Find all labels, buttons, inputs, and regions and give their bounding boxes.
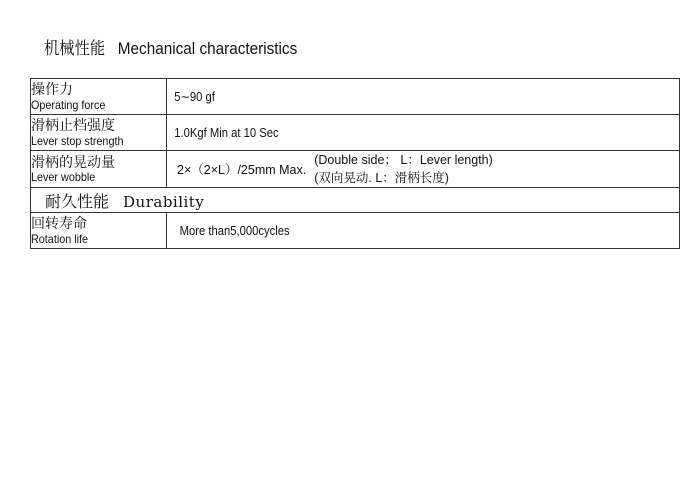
table-row [31,79,680,115]
row-value: 1.0Kgf Min at 10 Sec [174,125,279,140]
section-row [31,188,680,213]
label-english: Rotation life [31,231,89,246]
page-title [44,34,297,59]
row-value: More than5,000cycles [179,223,290,238]
row-value: 5∼90 gf [174,90,215,104]
label-chinese: 操作力 [31,80,73,97]
table-row [31,213,680,249]
label-english: Lever wobble [31,170,96,185]
row-value-cell [167,115,680,151]
row-value-cell [167,151,680,188]
row-value-cell [167,213,680,249]
title-english: Mechanical characteristics [117,39,298,58]
label-english: Operating force [31,97,106,112]
row-label [31,115,167,151]
value-note [314,151,493,187]
row-label [31,213,167,249]
title-chinese: 机械性能 [44,39,106,58]
row-value-cell [167,79,680,115]
note-chinese: (双向晃动. L：滑柄长度) [314,171,449,186]
section-title-chinese: 耐久性能 [45,193,110,211]
section-heading [31,188,680,213]
row-label [31,79,167,115]
label-english: Lever stop strength [31,133,124,148]
spec-table [30,78,680,249]
row-label [31,151,167,188]
table-row [31,115,680,151]
label-chinese: 滑柄止档强度 [31,116,115,133]
label-chinese: 回转寿命 [31,215,87,232]
label-chinese: 滑柄的晃动量 [31,153,115,170]
section-title-english: Durability [123,192,205,211]
note-english: (Double side； L：Lever length) [314,153,493,167]
wobble-value [167,151,679,187]
row-value: 2×（2×L）/25mm Max. [177,163,307,178]
table-row [31,151,680,188]
